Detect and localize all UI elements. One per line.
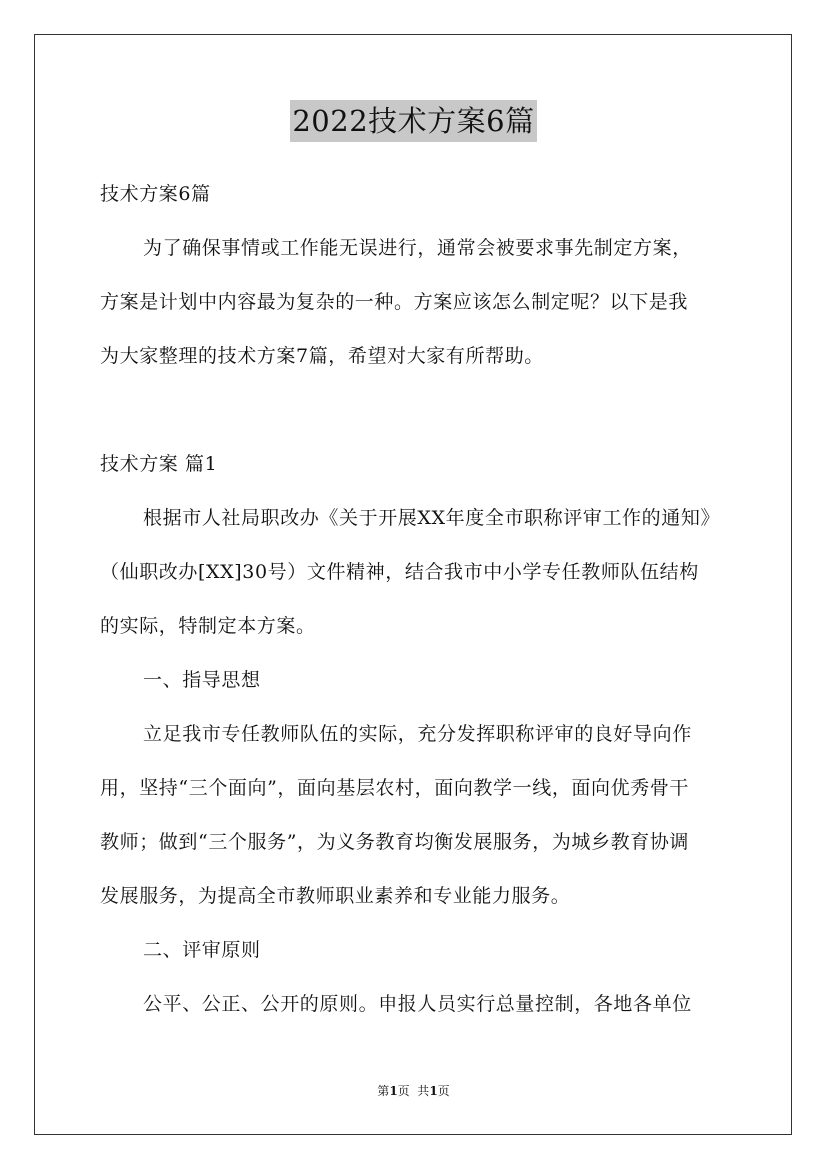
paragraph-line: 用，坚持“三个面向”，面向基层农村，面向教学一线，面向优秀骨干: [100, 777, 690, 799]
footer-text: 页: [437, 1084, 450, 1098]
page-footer: [0, 1083, 827, 1099]
title-wrap: [0, 100, 827, 142]
paragraph-line: （仙职改办[XX]30号）文件精神，结合我市中小学专任教师队伍结构: [100, 561, 699, 583]
footer-text: 页 共: [397, 1084, 430, 1098]
page-total-number: 1: [429, 1084, 438, 1098]
paragraph-line: 根据市人社局职改办《关于开展XX年度全市职称评审工作的通知》: [143, 507, 721, 529]
subsection-heading: 一、指导思想: [143, 669, 261, 691]
section-heading: 技术方案6篇: [100, 183, 211, 205]
document-title: 2022技术方案6篇: [290, 100, 536, 142]
footer-text: 第: [377, 1084, 390, 1098]
paragraph-line: 的实际，特制定本方案。: [100, 615, 316, 637]
section-heading: 技术方案 篇1: [100, 453, 218, 475]
paragraph-line: 为大家整理的技术方案7篇，希望对大家有所帮助。: [100, 345, 544, 367]
paragraph-line: 公平、公正、公开的原则。申报人员实行总量控制，各地各单位: [143, 993, 692, 1015]
paragraph-line: 为了确保事情或工作能无误进行，通常会被要求事先制定方案，: [143, 237, 692, 259]
paragraph-line: 方案是计划中内容最为复杂的一种。方案应该怎么制定呢？以下是我: [100, 291, 689, 313]
paragraph-line: 立足我市专任教师队伍的实际，充分发挥职称评审的良好导向作: [143, 723, 692, 745]
page-current-number: 1: [389, 1084, 398, 1098]
paragraph-line: 发展服务，为提高全市教师职业素养和专业能力服务。: [100, 885, 571, 907]
subsection-heading: 二、评审原则: [143, 939, 261, 961]
paragraph-line: 教师；做到“三个服务”，为义务教育均衡发展服务，为城乡教育协调: [100, 831, 690, 853]
